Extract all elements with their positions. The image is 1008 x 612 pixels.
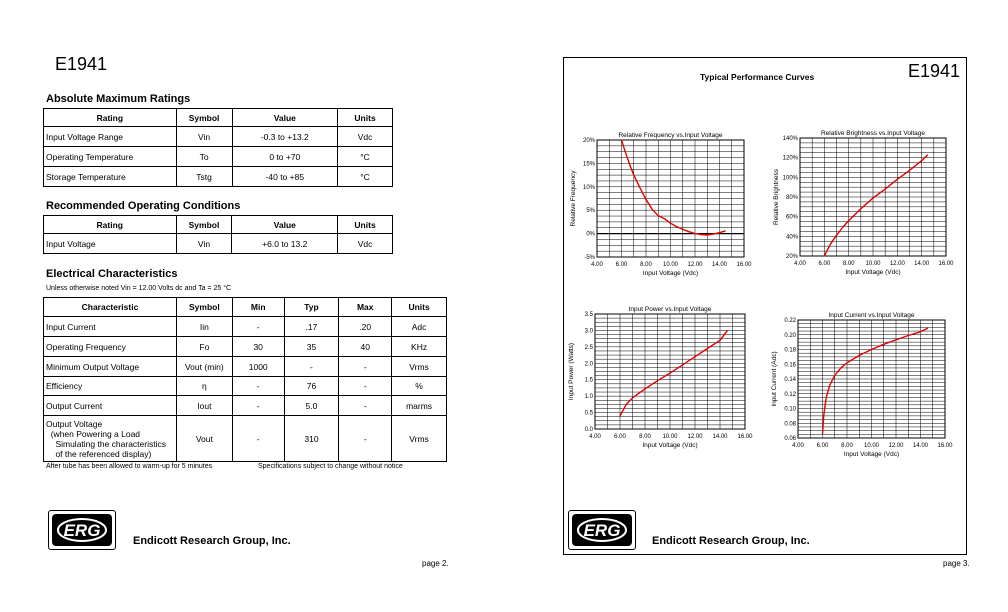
x-tick-label: 16.00 — [937, 443, 953, 449]
x-tick-label: 4.00 — [794, 261, 806, 267]
table-header: Value — [232, 109, 338, 127]
table-cell: 40 — [339, 337, 392, 357]
x-tick-label: 10.00 — [662, 262, 679, 268]
table-cell: % — [392, 377, 447, 396]
x-axis-label: Input Voltage (Vdc) — [843, 451, 900, 458]
y-axis-label: Input Power (Watts) — [568, 342, 575, 401]
x-tick-label: 12.00 — [687, 434, 703, 440]
table-cell: Input Voltage Range — [44, 127, 177, 147]
x-tick-label: 10.00 — [863, 443, 880, 449]
x-tick-label: 10.00 — [662, 434, 678, 440]
table-cell: 35 — [284, 337, 339, 357]
table-cell: Fo — [176, 337, 232, 357]
electrical-subnote: Unless otherwise noted Vin = 12.00 Volts dc and Ta = 25 °C — [46, 285, 232, 292]
table-cell: Vdc — [338, 127, 393, 147]
table-cell: - — [232, 317, 284, 337]
x-tick-label: 8.00 — [639, 434, 651, 440]
y-tick-label: 1.0 — [584, 394, 593, 401]
x-tick-label: 8.00 — [841, 443, 853, 449]
table-cell: °C — [338, 167, 393, 187]
table-header: Symbol — [176, 216, 232, 234]
table-cell: Efficiency — [44, 377, 177, 396]
table-cell: To — [176, 147, 232, 167]
table-cell: η — [176, 377, 232, 396]
y-tick-label: 15% — [582, 161, 595, 168]
footnote-warmup: After tube has been allowed to warm-up for 5 minutes — [46, 463, 213, 470]
table-header: Units — [338, 216, 393, 234]
x-tick-label: 16.00 — [938, 261, 954, 267]
y-tick-label: 0.08 — [784, 421, 796, 428]
x-tick-label: 8.00 — [640, 262, 652, 268]
y-axis-label: Relative Frequency — [570, 170, 577, 227]
y-tick-label: 20% — [582, 138, 595, 144]
table-header: Min — [232, 298, 284, 317]
table-cell: - — [284, 357, 339, 377]
y-tick-label: 100% — [782, 175, 798, 182]
table-cell: Tstg — [176, 167, 232, 187]
table-cell: Vrms — [392, 416, 447, 462]
x-axis-label: Input Voltage (Vdc) — [845, 269, 901, 276]
table-cell: - — [232, 396, 284, 416]
y-axis-label: Relative Brightness — [773, 169, 780, 225]
table-cell: Vout (min) — [176, 357, 232, 377]
x-tick-label: 14.00 — [914, 261, 930, 267]
table-cell: 76 — [284, 377, 339, 396]
x-tick-label: 6.00 — [816, 443, 829, 449]
table-header: Rating — [44, 109, 177, 127]
y-tick-label: 10% — [582, 184, 595, 191]
chart-title: Input Current vs.Input Voltage — [828, 312, 915, 319]
curves-heading: Typical Performance Curves — [700, 72, 815, 82]
x-tick-label: 14.00 — [912, 443, 929, 449]
table-header: Value — [232, 216, 338, 234]
x-tick-label: 14.00 — [712, 434, 728, 440]
table-cell: -40 to +85 — [232, 167, 338, 187]
footnote-spec-change: Specifications subject to change without notice — [258, 463, 403, 470]
table-header: Units — [338, 109, 393, 127]
electrical-heading: Electrical Characteristics — [46, 268, 178, 280]
y-tick-label: 0.0 — [584, 427, 593, 433]
y-tick-label: 0.16 — [784, 362, 796, 369]
table-cell: - — [232, 377, 284, 396]
y-tick-label: 120% — [782, 155, 798, 162]
chart-title: Input Power vs.Input Voltage — [628, 306, 712, 313]
table-cell: Storage Temperature — [44, 167, 177, 187]
table-cell: Vdc — [338, 234, 393, 254]
model-number: E1941 — [908, 61, 961, 81]
table-header: Characteristic — [44, 298, 177, 317]
table-cell: KHz — [392, 337, 447, 357]
table-cell: °C — [338, 147, 393, 167]
table-cell: Iin — [176, 317, 232, 337]
y-tick-label: 20% — [785, 254, 798, 260]
table-cell: .17 — [284, 317, 339, 337]
y-tick-label: 1.5 — [584, 377, 593, 384]
y-tick-label: 2.5 — [584, 344, 593, 351]
table-cell: .20 — [339, 317, 392, 337]
x-tick-label: 14.00 — [711, 262, 728, 268]
table-cell: - — [339, 377, 392, 396]
table-cell: 0 to +70 — [232, 147, 338, 167]
table-cell: Operating Frequency — [44, 337, 177, 357]
y-tick-label: 140% — [782, 136, 798, 142]
table-cell: Adc — [392, 317, 447, 337]
company-name: Endicott Research Group, Inc. — [652, 535, 810, 547]
table-cell: - — [339, 416, 392, 462]
abs-max-heading: Absolute Maximum Ratings — [46, 93, 191, 105]
table-cell: +6.0 to 13.2 — [232, 234, 338, 254]
table-cell: 1000 — [232, 357, 284, 377]
y-tick-label: 0.5 — [584, 410, 593, 417]
page-number: page 3. — [943, 559, 970, 568]
chart-title: Relative Brightness vs.Input Voltage — [820, 130, 926, 137]
y-tick-label: 0.14 — [784, 377, 796, 383]
x-axis-label: Input Voltage (Vdc) — [642, 442, 698, 449]
y-tick-label: 0.18 — [784, 347, 796, 354]
x-tick-label: 6.00 — [818, 261, 831, 267]
y-tick-label: 80% — [785, 195, 798, 201]
table-cell: - — [339, 357, 392, 377]
y-tick-label: 0.20 — [784, 332, 796, 339]
y-tick-label: 0.06 — [784, 436, 796, 442]
table-header: Max — [339, 298, 392, 317]
table-header: Symbol — [176, 109, 232, 127]
logo-text: ERG — [583, 521, 621, 540]
table-cell: Minimum Output Voltage — [44, 357, 177, 377]
table-cell: Vin — [176, 234, 232, 254]
y-tick-label: 40% — [785, 234, 798, 241]
table-cell: Vin — [176, 127, 232, 147]
x-tick-label: 10.00 — [865, 261, 881, 267]
erg-logo — [568, 510, 636, 550]
table-cell: Iout — [176, 396, 232, 416]
table-cell: Output Voltage (when Powering a Load Simulating the characteristics of the referenced display) — [44, 416, 177, 462]
table-header: Typ — [284, 298, 339, 317]
table-cell: Operating Temperature — [44, 147, 177, 167]
table-cell: 5.0 — [284, 396, 339, 416]
y-axis-label: Input Current (Adc) — [771, 351, 778, 407]
y-tick-label: 60% — [785, 214, 798, 221]
erg-logo-icon — [569, 511, 635, 549]
y-tick-label: -5% — [584, 255, 595, 261]
y-tick-label: 5% — [586, 208, 595, 215]
x-tick-label: 4.00 — [591, 262, 603, 268]
table-header: Symbol — [176, 298, 232, 317]
table-cell: -0.3 to +13.2 — [232, 127, 338, 147]
chart-title: Relative Frequency vs.Input Voltage — [618, 132, 723, 139]
x-tick-label: 16.00 — [737, 434, 753, 440]
y-tick-label: 0.12 — [784, 391, 796, 398]
x-tick-label: 4.00 — [589, 434, 601, 440]
table-header: Rating — [44, 216, 177, 234]
table-cell: Vout — [176, 416, 232, 462]
model-number: E1941 — [55, 54, 108, 74]
x-tick-label: 8.00 — [842, 261, 855, 267]
table-cell: Vrms — [392, 357, 447, 377]
x-tick-label: 6.00 — [614, 434, 626, 440]
table-cell: 310 — [284, 416, 339, 462]
table-cell: - — [339, 396, 392, 416]
table-cell: - — [232, 416, 284, 462]
x-tick-label: 4.00 — [792, 443, 804, 449]
company-name: Endicott Research Group, Inc. — [133, 535, 291, 547]
y-tick-label: 3.5 — [584, 312, 593, 318]
x-tick-label: 12.00 — [889, 261, 905, 267]
x-axis-label: Input Voltage (Vdc) — [642, 270, 699, 277]
table-cell: Output Current — [44, 396, 177, 416]
logo-text: ERG — [63, 521, 101, 540]
x-tick-label: 12.00 — [687, 262, 703, 268]
y-tick-label: 3.0 — [584, 328, 593, 335]
table-cell: marms — [392, 396, 447, 416]
y-tick-label: 2.0 — [584, 361, 593, 368]
x-tick-label: 6.00 — [615, 262, 628, 268]
x-tick-label: 12.00 — [888, 443, 904, 449]
page-number: page 2. — [422, 559, 449, 568]
table-cell: Input Current — [44, 317, 177, 337]
table-header: Units — [392, 298, 447, 317]
table-cell: 30 — [232, 337, 284, 357]
y-tick-label: 0.22 — [784, 318, 796, 324]
y-tick-label: 0% — [586, 231, 595, 238]
table-cell: Input Voltage — [44, 234, 177, 254]
x-tick-label: 16.00 — [736, 262, 752, 268]
y-tick-label: 0.10 — [784, 406, 796, 413]
recommended-heading: Recommended Operating Conditions — [46, 200, 241, 212]
